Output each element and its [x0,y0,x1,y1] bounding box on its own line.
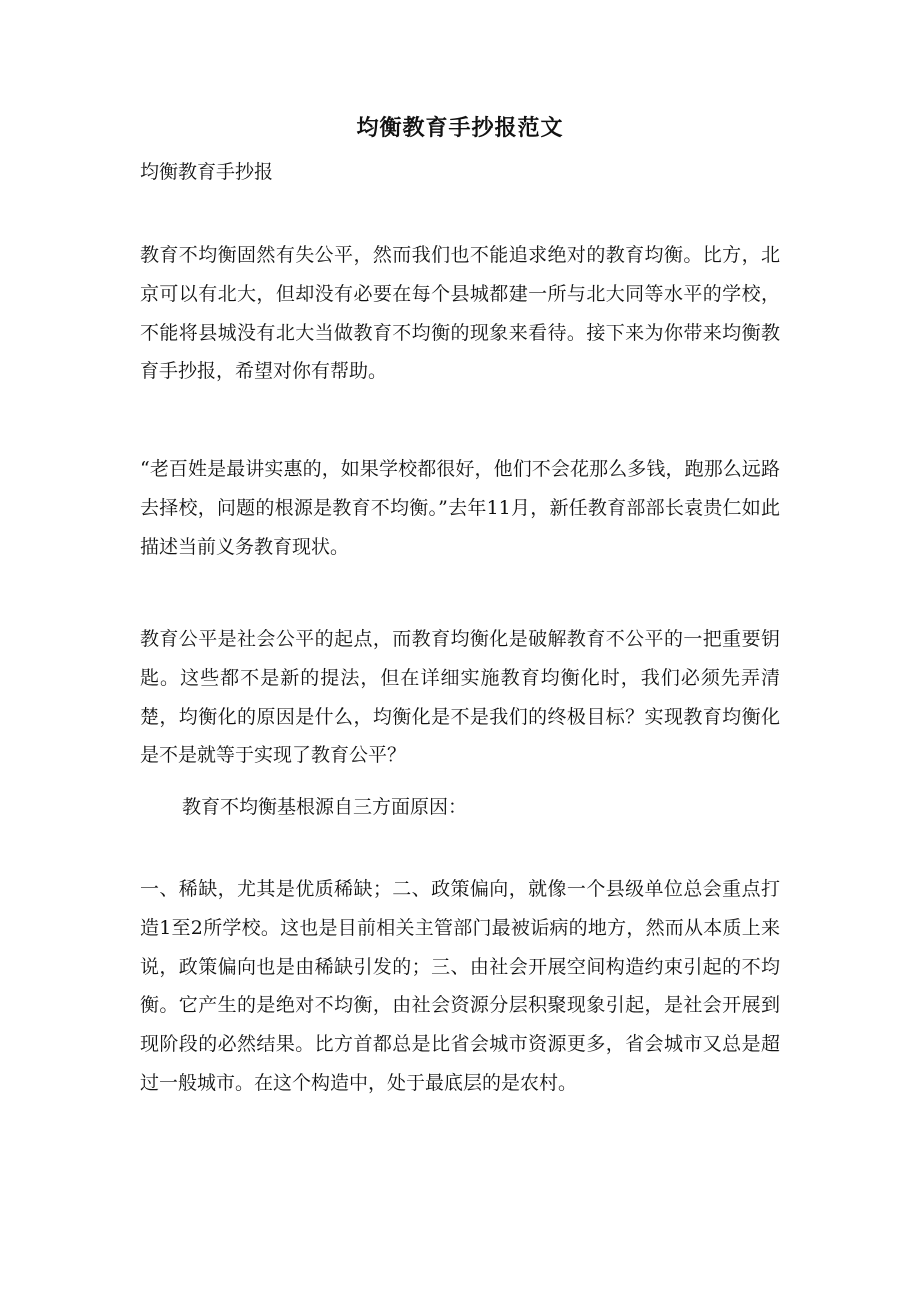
paragraph-intro: 教育不均衡固然有失公平，然而我们也不能追求绝对的教育均衡。比方，北京可以有北大，但却没有必要在每个县城都建一所与北大同等水平的学校，不能将县城没有北大当做教育不均衡的现象来看待。接下来为你带来均衡教育手抄报，希望对你有帮助。 [140,244,780,383]
paragraph-quote: “老百姓是最讲实惠的，如果学校都很好，他们不会花那么多钱，跑那么远路去择校，问题的根源是教育不均衡。”去年11月，新任教育部部长袁贵仁如此描述当前义务教育现状。 [140,458,780,558]
document-subtitle: 均衡教育手抄报 [140,161,274,183]
paragraph-causes-heading: 教育不均衡基根源自三方面原因： [182,796,468,818]
paragraph-causes-detail: 一、稀缺，尤其是优质稀缺；二、政策偏向，就像一个县级单位总会重点打造1至2所学校。这也是目前相关主管部门最被诟病的地方，然而从本质上来说，政策偏向也是由稀缺引发的；三、由社会开展空间构造约束引起的不均衡。它产生的是绝对不均衡，由社会资源分层积聚现象引起，是社会开展到现阶段的必然结果。比方首都总是比省会城市资源更多，省会城市又总是超过一般城市。在这个构造中，处于最底层的是农村。 [140,878,780,1094]
document-title: 均衡教育手抄报范文 [356,115,564,141]
paragraph-fairness: 教育公平是社会公平的起点，而教育均衡化是破解教育不公平的一把重要钥匙。这些都不是新的提法，但在详细实施教育均衡化时，我们必须先弄清楚，均衡化的原因是什么，均衡化是不是我们的终极目标？实现教育均衡化是不是就等于实现了教育公平？ [140,628,780,767]
